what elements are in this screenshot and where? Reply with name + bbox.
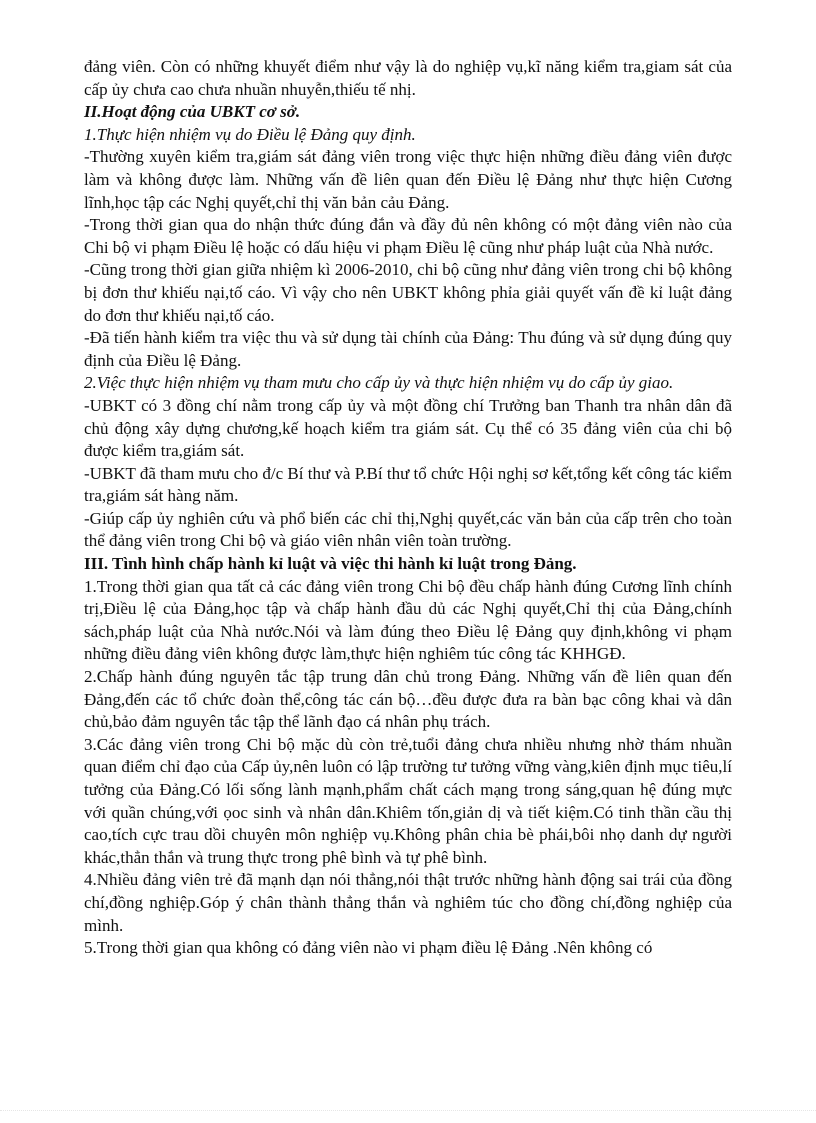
subsection-heading-2: 2.Việc thực hiện nhiệm vụ tham mưu cho cấp ủy và thực hiện nhiệm vụ do cấp ủy giao. [84, 373, 674, 393]
paragraph: 2.Chấp hành đúng nguyên tắc tập trung dân chủ trong Đảng. Những vấn đề liên quan đến Đảng,đến các tổ chức đoàn thể,công tác cán bộ…đều được đưa ra bàn bạc công khai và dân chủ,bảo đảm nguyên tắc tập thể lãnh đạo cá nhân phụ trách. [84, 667, 732, 732]
document-page [84, 56, 732, 960]
paragraph: 5.Trong thời gian qua không có đảng viên nào vi phạm điều lệ Đảng .Nên không có [84, 938, 653, 958]
section-heading-iii: III. Tình hình chấp hành kỉ luật và việc thi hành kỉ luật trong Đảng. [84, 554, 577, 574]
paragraph: -Thường xuyên kiểm tra,giám sát đảng viên trong việc thực hiện những điều đảng viên được làm và không được làm. Những vấn đề liên quan đến Điều lệ Đảng như thực hiện Cương lĩnh,học tập các Nghị quyết,chỉ thị văn bản cảu Đảng. [84, 147, 732, 212]
paragraph: -Giúp cấp ủy nghiên cứu và phổ biến các chỉ thị,Nghị quyết,các văn bản của cấp trên cho toàn thể đảng viên trong Chi bộ và giáo viên nhân viên toàn trường. [84, 508, 732, 551]
paragraph: -UBKT đã tham mưu cho đ/c Bí thư và P.Bí thư tổ chức Hội nghị sơ kết,tổng kết công tác kiểm tra,giám sát hàng năm. [84, 463, 733, 506]
paragraph: 3.Các đảng viên trong Chi bộ mặc dù còn trẻ,tuổi đảng chưa nhiều nhưng nhờ thám nhuần quan điểm chỉ đạo của Cấp ủy,nên luôn có lập trường tư tưởng vững vàng,kiên định mục tiêu,lí tưởng của Đảng.Có lối sống lành mạnh,phẩm chất cách mạng trong sáng,quan hệ đúng mực với quần chúng,với ọoc sinh và nhân dân.Khiêm tốn,giản dị và tiết kiệm.Có tinh thần cầu thị cao,tích cực trau dồi chuyên môn nghiệp vụ.Không phân chia bè phái,bôi nhọ danh dự người khác,thẳn thắn và trung thực trong phê bình và tự phê bình. [84, 734, 732, 867]
subsection-heading-1: 1.Thực hiện nhiệm vụ do Điều lệ Đảng quy định. [84, 124, 416, 144]
paragraph: -Trong thời gian qua do nhận thức đúng đắn và đầy đủ nên không có một đảng viên nào của Chi bộ vi phạm Điều lệ hoặc có dấu hiệu vi phạm Điều lệ cũng như pháp luật của Nhà nước. [84, 215, 732, 257]
paragraph-intro: đảng viên. Còn có những khuyết điểm như vậy là do nghiệp vụ,kĩ năng kiểm tra,giam sát của cấp ủy chưa cao chưa nhuần nhuyễn,thiếu tế nhị. [84, 57, 732, 99]
section-heading-ii: II.Hoạt động của UBKT cơ sở. [84, 102, 301, 122]
paragraph: 4.Nhiều đảng viên trẻ đã mạnh dạn nói thẳng,nói thật trước những hành động sai trái của đồng chí,đồng nghiệp.Góp ý chân thành thẳng thắn và nghiêm túc cho đồng chí,đồng nghiệp của mình. [84, 870, 732, 935]
paragraph: 1.Trong thời gian qua tất cả các đảng viên trong Chi bộ đều chấp hành đúng Cương lĩnh chính trị,Điều lệ của Đảng,học tập và chấp hành đầu dủ các Nghị quyết,Chỉ thị của Đảng,chính sách,pháp luật của Nhà nước.Nói và làm đúng theo Điều lệ Đảng quy định,không vi phạm những điều đảng viên không được làm,thực hiện nghiêm túc công tác KHHGĐ. [84, 576, 732, 664]
paragraph: -Cũng trong thời gian giữa nhiệm kì 2006-2010, chi bộ cũng như đảng viên trong chi bộ không bị đơn thư khiếu nại,tố cáo. Vì vậy cho nên UBKT không phỉa giải quyết vấn đề kỉ luật đảng do đơn thư khiếu nại,tố cáo. [84, 260, 732, 325]
paragraph: -UBKT có 3 đồng chí nằm trong cấp ủy và một đồng chí Trưởng ban Thanh tra nhân dân đã chủ động xây dựng chương,kế hoạch kiểm tra giám sát. Cụ thể có 35 đảng viên của chi bộ được kiểm tra,giám sát. [84, 395, 732, 461]
page-bottom-divider [0, 1110, 816, 1111]
paragraph: -Đã tiến hành kiểm tra việc thu và sử dụng tài chính của Đảng: Thu đúng và sử dụng đúng quy định của Điều lệ Đảng. [84, 328, 732, 370]
